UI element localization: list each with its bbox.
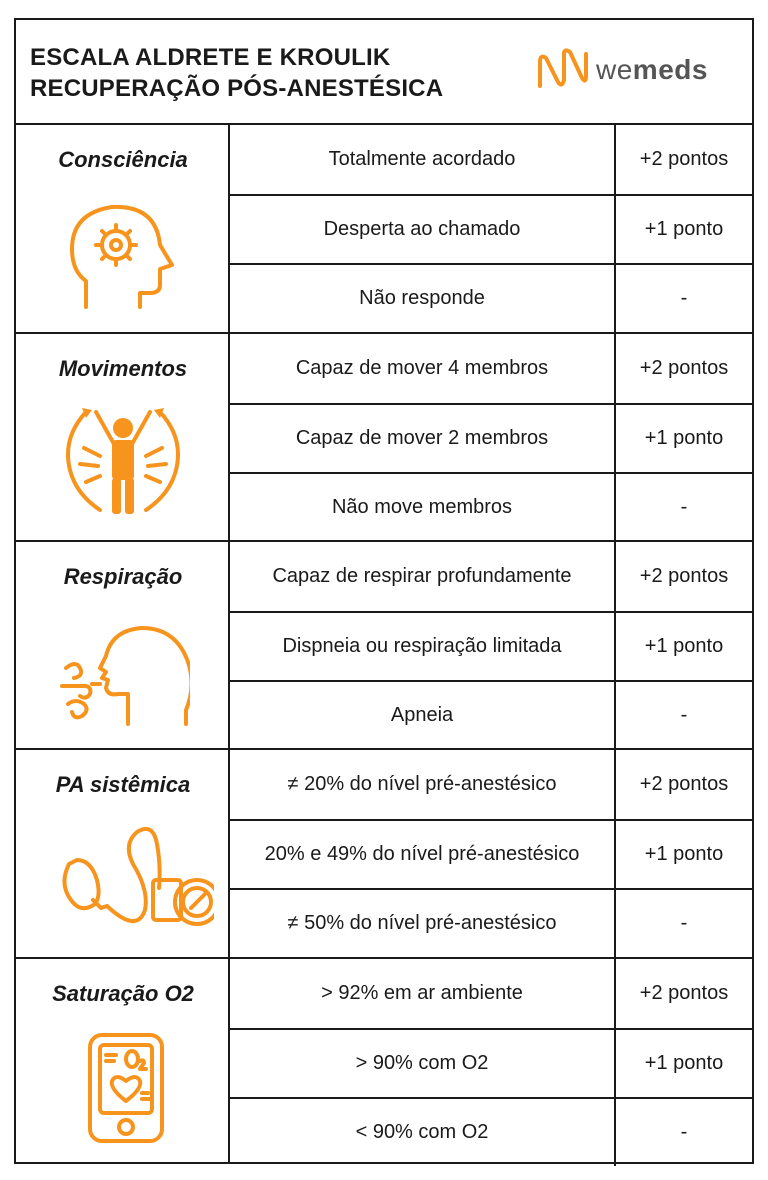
- score-row: [230, 403, 752, 472]
- section-saturacao-o2: [16, 959, 752, 1164]
- pulse-oximeter-icon: [56, 1023, 190, 1147]
- row-description: Capaz de mover 2 membros: [230, 405, 616, 472]
- score-row: [230, 888, 752, 957]
- score-row: [230, 542, 752, 611]
- category-label: PA sistêmica: [55, 772, 191, 797]
- category-label: Consciência: [58, 147, 188, 172]
- category-cell: [16, 750, 230, 957]
- row-points: +1 ponto: [644, 218, 724, 240]
- row-points: +2 pontos: [639, 565, 729, 587]
- logo-text-meds: meds: [632, 54, 708, 85]
- row-description: Dispneia ou respiração limitada: [230, 613, 616, 680]
- score-row: [230, 1097, 752, 1166]
- score-row: [230, 819, 752, 888]
- score-row: [230, 334, 752, 403]
- title-line-1: ESCALA ALDRETE E KROULIK: [30, 44, 391, 71]
- breathing-head-icon: [56, 606, 190, 730]
- section-respiracao: [16, 542, 752, 750]
- blood-pressure-cuff-icon: [34, 814, 214, 938]
- score-row: [230, 194, 752, 263]
- aldrete-scale-table: [14, 18, 754, 1164]
- row-points: +2 pontos: [639, 982, 729, 1004]
- score-row: [230, 750, 752, 819]
- row-points: +1 ponto: [644, 635, 724, 657]
- category-cell: [16, 125, 230, 332]
- section-pa-sistemica: [16, 750, 752, 959]
- score-row: [230, 472, 752, 541]
- row-points: -: [680, 1121, 688, 1143]
- score-row: [230, 125, 752, 194]
- score-row: [230, 1028, 752, 1097]
- table-header: [16, 20, 752, 125]
- row-description: Desperta ao chamado: [230, 196, 616, 263]
- row-description: ≠ 50% do nível pré-anestésico: [230, 890, 616, 957]
- row-points: -: [680, 496, 688, 518]
- person-arms-up-icon: [56, 398, 190, 522]
- row-description: > 92% em ar ambiente: [230, 959, 616, 1028]
- row-points: -: [680, 912, 688, 934]
- row-description: < 90% com O2: [230, 1099, 616, 1166]
- category-label: Respiração: [63, 564, 183, 589]
- row-points: +1 ponto: [644, 843, 724, 865]
- row-description: Capaz de respirar profundamente: [230, 542, 616, 611]
- row-description: Capaz de mover 4 membros: [230, 334, 616, 403]
- wemeds-logo-icon: [534, 40, 594, 104]
- logo-wordmark: [596, 54, 708, 86]
- score-row: [230, 959, 752, 1028]
- section-movimentos: [16, 334, 752, 542]
- row-description: ≠ 20% do nível pré-anestésico: [230, 750, 616, 819]
- title-line-2: RECUPERAÇÃO PÓS-ANESTÉSICA: [30, 75, 444, 102]
- row-points: +2 pontos: [639, 148, 729, 170]
- row-points: -: [680, 704, 688, 726]
- category-label: Movimentos: [58, 356, 188, 381]
- page-title: [30, 42, 443, 104]
- category-cell: [16, 334, 230, 540]
- category-cell: [16, 542, 230, 748]
- row-description: > 90% com O2: [230, 1030, 616, 1097]
- head-gear-icon: [56, 189, 190, 313]
- wemeds-logo: [534, 40, 734, 104]
- logo-text-we: we: [596, 54, 633, 85]
- row-description: Não responde: [230, 265, 616, 332]
- category-label: Saturação O2: [52, 981, 194, 1006]
- row-points: +2 pontos: [639, 357, 729, 379]
- score-row: [230, 680, 752, 749]
- section-consciencia: [16, 125, 752, 334]
- score-row: [230, 611, 752, 680]
- row-description: Apneia: [230, 682, 616, 749]
- row-description: Não move membros: [230, 474, 616, 541]
- row-description: 20% e 49% do nível pré-anestésico: [230, 821, 616, 888]
- category-cell: [16, 959, 230, 1164]
- row-points: +1 ponto: [644, 427, 724, 449]
- row-points: -: [680, 287, 688, 309]
- row-description: Totalmente acordado: [230, 125, 616, 194]
- row-points: +1 ponto: [644, 1052, 724, 1074]
- row-points: +2 pontos: [639, 773, 729, 795]
- score-row: [230, 263, 752, 332]
